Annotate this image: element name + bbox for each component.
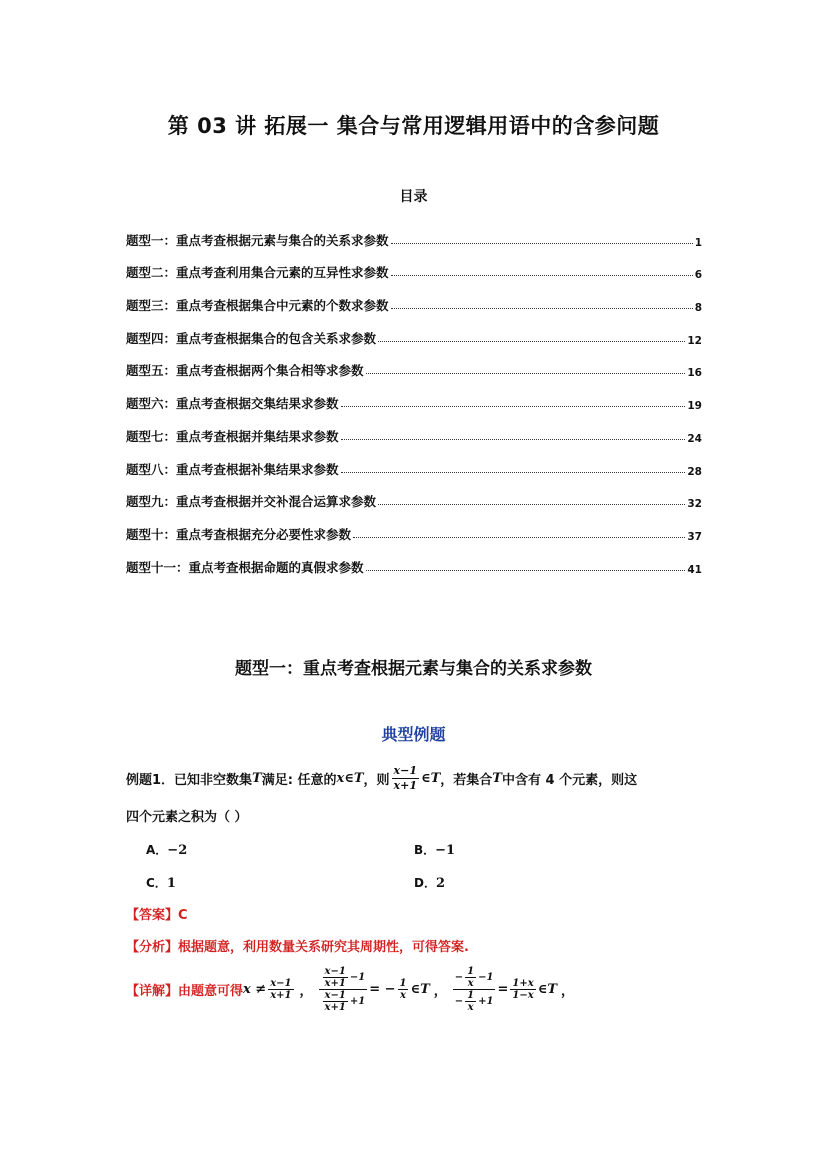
toc-entry[interactable]: [126, 281, 702, 314]
detail-line: [126, 966, 578, 1013]
fraction-denominator: x+1: [393, 779, 417, 792]
inner-fraction-a-den: x+1: [324, 978, 346, 989]
toc-leader-dots: [391, 243, 693, 244]
option-c-value: 1: [166, 876, 176, 891]
inner-fraction-c-num: 1: [467, 966, 475, 977]
answer-label: 【答案】: [126, 908, 179, 923]
neg-sign-b: −: [454, 996, 464, 1007]
inner-fraction-c: [465, 966, 476, 989]
condition-expression: x∈T: [336, 771, 364, 786]
example-text-c: ，若集合: [440, 773, 493, 788]
option-c-label: C．: [146, 876, 167, 890]
set-name-repeat: T: [492, 771, 502, 786]
toc-entry-text: 题型三：重点考查根据集合中元素的个数求参数: [126, 298, 389, 314]
toc-leader-dots: [341, 472, 686, 473]
toc-page-number: 8: [694, 302, 702, 315]
example-label: 例题1．已知非空数集: [126, 773, 253, 788]
example-text-d: 中含有 4 个元素，则这: [501, 773, 638, 788]
analysis-label: 【分析】: [126, 940, 179, 955]
toc-entry-text: 题型十一：重点考查根据命题的真假求参数: [126, 559, 364, 575]
option-b-label: B．: [414, 843, 436, 857]
toc-entry-text: 题型五：重点考查根据两个集合相等求参数: [126, 363, 364, 379]
option-d: [414, 874, 445, 891]
option-a: [146, 841, 187, 858]
compound-fraction-1: [319, 966, 368, 1013]
detail-fraction-1-den: x+1: [270, 990, 292, 1001]
one-over-x-fraction: [398, 978, 409, 1001]
inner-fraction-d: [465, 990, 476, 1013]
answer-line: [126, 904, 188, 923]
in-t-2: ∈T: [537, 982, 557, 997]
toc-page-number: 28: [687, 465, 702, 478]
answer-value: C: [178, 908, 188, 923]
toc-leader-dots: [378, 504, 685, 505]
fraction-numerator: x−1: [393, 764, 417, 777]
toc-page-number: 32: [687, 498, 702, 511]
option-c: [146, 874, 176, 891]
detail-comma-1: ，: [299, 984, 313, 999]
result-fraction-num: 1+x: [512, 978, 534, 989]
toc-entry-text: 题型九：重点考查根据并交补混合运算求参数: [126, 494, 377, 510]
toc-page-number: 19: [687, 400, 702, 413]
equals-sign: =: [497, 982, 509, 997]
detail-equation-2: [451, 966, 557, 1013]
toc-leader-dots: [391, 275, 693, 276]
toc-entry[interactable]: [126, 510, 702, 543]
minus-one-2: −1: [478, 972, 494, 983]
toc-page-number: 1: [694, 236, 702, 249]
section-subtitle: 典型例题: [381, 725, 446, 744]
example-text-b: ，则: [363, 773, 390, 788]
equals-negative: = −: [369, 982, 396, 997]
in-set-symbol: ∈T: [420, 771, 441, 786]
x-not-equal: x ≠: [243, 982, 267, 997]
option-d-label: D．: [414, 876, 436, 890]
toc-page-number: 16: [687, 367, 702, 380]
inner-fraction-d-den: x: [467, 1002, 474, 1013]
toc-entry-text: 题型十：重点考查根据充分必要性求参数: [126, 526, 352, 542]
toc-entry[interactable]: [126, 249, 702, 282]
compound-fraction-1-den: [319, 990, 368, 1013]
document-title: 第 03 讲 拓展一 集合与常用逻辑用语中的含参问题: [167, 114, 660, 138]
set-name: T: [252, 771, 262, 786]
toc-page-number: 12: [687, 334, 702, 347]
result-fraction: [510, 978, 535, 1001]
toc-entry[interactable]: [126, 314, 702, 347]
toc-leader-dots: [366, 373, 686, 374]
toc-leader-dots: [378, 341, 685, 342]
toc-entry-text: 题型四：重点考查根据集合的包含关系求参数: [126, 330, 377, 346]
toc-leader-dots: [366, 570, 686, 571]
inner-fraction-b-num: x−1: [324, 990, 346, 1001]
toc-page-number: 24: [687, 432, 702, 445]
toc-entry[interactable]: [126, 478, 702, 511]
compound-fraction-1-num: [319, 966, 368, 990]
toc-entry[interactable]: [126, 445, 702, 478]
fraction-x-minus-1-over-x-plus-1: [392, 764, 419, 793]
toc-entry-text: 题型一：重点考查根据元素与集合的关系求参数: [126, 232, 389, 248]
plus-one: +1: [349, 996, 366, 1007]
compound-fraction-2-num: [453, 966, 496, 990]
example-question-line-2: 四个元素之积为（ ）: [126, 810, 248, 825]
detail-fraction-1-num: x−1: [270, 978, 292, 989]
toc-leader-dots: [341, 406, 686, 407]
compound-fraction-2-den: [453, 990, 496, 1013]
detail-intro: 由题意可得: [178, 984, 244, 999]
inner-fraction-b: [323, 990, 348, 1013]
inner-fraction-a: [323, 966, 348, 989]
detail-equation-1: [317, 966, 430, 1013]
example-question-line-1: [126, 764, 637, 793]
minus-one: −1: [349, 972, 366, 983]
option-a-label: A．: [146, 843, 168, 857]
one-over-x-den: x: [400, 990, 406, 1001]
toc-entry[interactable]: [126, 347, 702, 380]
toc-leader-dots: [353, 537, 685, 538]
inner-fraction-a-num: x−1: [324, 966, 346, 977]
detail-label: 【详解】: [126, 984, 179, 999]
neg-sign-a: −: [454, 972, 464, 983]
analysis-line: [126, 936, 469, 955]
inner-fraction-b-den: x+1: [324, 1002, 346, 1013]
toc-page-number: 37: [687, 530, 702, 543]
example-text-a: 满足: 任意的: [261, 773, 337, 788]
toc-page-number: 6: [694, 269, 702, 282]
toc-entry-text: 题型八：重点考查根据补集结果求参数: [126, 461, 339, 477]
inner-fraction-d-num: 1: [467, 990, 475, 1001]
section-title: 题型一：重点考查根据元素与集合的关系求参数: [235, 659, 592, 679]
analysis-text: 根据题意，利用数量关系研究其周期性，可得答案.: [178, 940, 469, 955]
compound-fraction-2: [453, 966, 496, 1013]
toc-entry-text: 题型七：重点考查根据并集结果求参数: [126, 428, 339, 444]
detail-comma-end: ，: [561, 984, 575, 999]
detail-comma-2: ，: [433, 984, 447, 999]
in-t-1: ∈T: [410, 982, 430, 997]
toc-entry-text: 题型六：重点考查根据交集结果求参数: [126, 396, 339, 412]
option-b-value: −1: [435, 843, 456, 858]
option-a-value: −2: [167, 843, 188, 858]
toc-entry[interactable]: [126, 216, 702, 249]
table-of-contents: [126, 216, 702, 576]
toc-entry[interactable]: [126, 543, 702, 576]
toc-entry[interactable]: [126, 412, 702, 445]
toc-leader-dots: [391, 308, 693, 309]
plus-one-2: +1: [478, 996, 494, 1007]
detail-fraction-1: [268, 978, 293, 1001]
toc-entry-text: 题型二：重点考查利用集合元素的互异性求参数: [126, 265, 389, 281]
one-over-x-num: 1: [399, 978, 407, 989]
result-fraction-den: 1−x: [512, 990, 534, 1001]
inner-fraction-c-den: x: [467, 978, 474, 989]
toc-entry[interactable]: [126, 379, 702, 412]
toc-page-number: 41: [687, 563, 702, 576]
toc-leader-dots: [341, 439, 686, 440]
option-b: [414, 841, 455, 858]
option-d-value: 2: [435, 876, 446, 891]
toc-heading: 目录: [399, 189, 428, 205]
